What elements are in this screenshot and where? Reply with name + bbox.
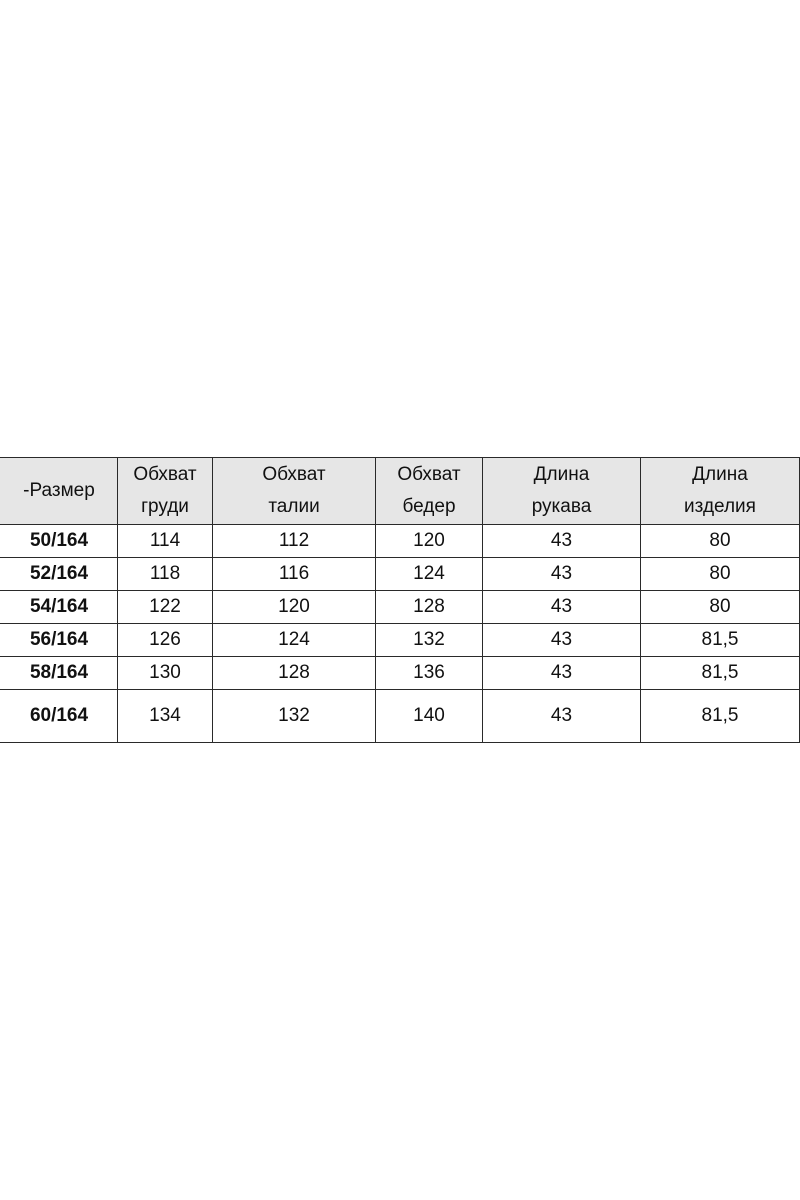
header-row bbox=[1, 458, 800, 525]
header-label: изделия bbox=[684, 496, 756, 517]
header-label: -Размер bbox=[23, 480, 95, 501]
hips-cell: 140 bbox=[376, 690, 483, 743]
header-label: рукава bbox=[531, 496, 592, 517]
chest-cell: 122 bbox=[118, 591, 213, 624]
garment-length-cell: 80 bbox=[641, 525, 800, 558]
size-cell: 50/164 bbox=[1, 525, 118, 558]
header-label: Длина bbox=[533, 464, 590, 485]
header-waist bbox=[213, 458, 376, 525]
waist-cell: 116 bbox=[213, 558, 376, 591]
sleeve-length-cell: 43 bbox=[483, 558, 641, 591]
size-chart-table bbox=[0, 457, 800, 743]
table-row bbox=[1, 690, 800, 743]
waist-cell: 112 bbox=[213, 525, 376, 558]
header-label: бедер bbox=[402, 496, 456, 517]
table-row bbox=[1, 624, 800, 657]
header-hips bbox=[376, 458, 483, 525]
hips-cell: 128 bbox=[376, 591, 483, 624]
header-label: груди bbox=[141, 496, 189, 517]
size-cell: 56/164 bbox=[1, 624, 118, 657]
waist-cell: 132 bbox=[213, 690, 376, 743]
header-label: Обхват bbox=[133, 464, 197, 485]
sleeve-length-cell: 43 bbox=[483, 525, 641, 558]
table-body bbox=[1, 525, 800, 743]
header-chest bbox=[118, 458, 213, 525]
chest-cell: 130 bbox=[118, 657, 213, 690]
sleeve-length-cell: 43 bbox=[483, 657, 641, 690]
chest-cell: 114 bbox=[118, 525, 213, 558]
header-size bbox=[1, 458, 118, 525]
table-row bbox=[1, 657, 800, 690]
header-sleeve-length bbox=[483, 458, 641, 525]
header-label: Обхват bbox=[397, 464, 461, 485]
size-cell: 60/164 bbox=[1, 690, 118, 743]
size-cell: 52/164 bbox=[1, 558, 118, 591]
hips-cell: 124 bbox=[376, 558, 483, 591]
sleeve-length-cell: 43 bbox=[483, 690, 641, 743]
header-garment-length bbox=[641, 458, 800, 525]
chest-cell: 118 bbox=[118, 558, 213, 591]
chest-cell: 134 bbox=[118, 690, 213, 743]
sleeve-length-cell: 43 bbox=[483, 591, 641, 624]
hips-cell: 132 bbox=[376, 624, 483, 657]
header-label: Обхват bbox=[262, 464, 326, 485]
garment-length-cell: 81,5 bbox=[641, 690, 800, 743]
garment-length-cell: 80 bbox=[641, 558, 800, 591]
hips-cell: 136 bbox=[376, 657, 483, 690]
garment-length-cell: 81,5 bbox=[641, 657, 800, 690]
size-cell: 58/164 bbox=[1, 657, 118, 690]
waist-cell: 124 bbox=[213, 624, 376, 657]
garment-length-cell: 80 bbox=[641, 591, 800, 624]
waist-cell: 120 bbox=[213, 591, 376, 624]
garment-length-cell: 81,5 bbox=[641, 624, 800, 657]
table-row bbox=[1, 525, 800, 558]
sleeve-length-cell: 43 bbox=[483, 624, 641, 657]
hips-cell: 120 bbox=[376, 525, 483, 558]
table-header bbox=[1, 458, 800, 525]
table-row bbox=[1, 558, 800, 591]
header-label: Длина bbox=[692, 464, 748, 485]
header-label: талии bbox=[268, 496, 320, 517]
waist-cell: 128 bbox=[213, 657, 376, 690]
chest-cell: 126 bbox=[118, 624, 213, 657]
size-cell: 54/164 bbox=[1, 591, 118, 624]
table-row bbox=[1, 591, 800, 624]
